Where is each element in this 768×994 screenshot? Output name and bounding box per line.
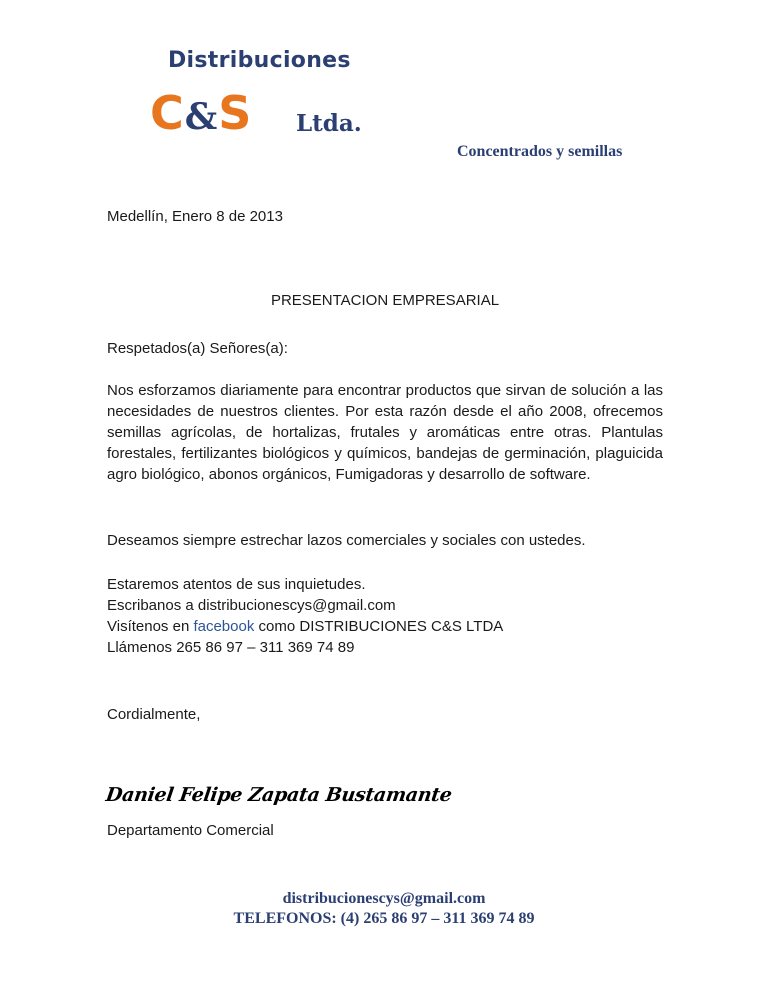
facebook-suffix: como DISTRIBUCIONES C&S LTDA <box>254 618 504 635</box>
company-name-top: Distribuciones <box>168 48 351 73</box>
letter-title: PRESENTACION EMPRESARIAL <box>270 292 500 309</box>
letter-paragraph-intro: Nos esforzamos diariamente para encontrar productos que sirvan de solución a las necesidades de nuestros clientes. Por esta razón desde el año 2008, ofrecemos semillas agrícolas, de hortalizas, frutales y aromáticas entre otras. Plantulas forestales, fertilizantes biológicos y químicos, bandejas de germinación, plaguicida agro biológico, abonos orgánicos, Fumigadoras y desarrollo de software. <box>107 382 663 483</box>
company-tagline: Concentrados y semillas <box>457 143 623 160</box>
contact-line-facebook <box>107 616 663 637</box>
contact-block <box>107 574 663 658</box>
signature: Daniel Felipe Zapata Bustamante <box>104 784 454 806</box>
contact-line-phone: Llámenos 265 86 97 – 311 369 74 89 <box>107 639 355 656</box>
letter-paragraph-relations: Deseamos siempre estrechar lazos comerciales y sociales con ustedes. <box>107 532 586 549</box>
contact-line-email: Escribanos a distribucionescys@gmail.com <box>107 597 396 614</box>
logo-letter-s: S <box>218 86 252 140</box>
logo-suffix: Ltda. <box>296 110 362 137</box>
letter-date: Medellín, Enero 8 de 2013 <box>107 208 283 225</box>
contact-line-attention: Estaremos atentos de sus inquietudes. <box>107 576 366 593</box>
letter-closing: Cordialmente, <box>107 706 201 723</box>
logo-letter-c: C <box>150 86 184 140</box>
signer-department: Departamento Comercial <box>107 822 274 839</box>
facebook-link[interactable]: facebook <box>193 618 255 635</box>
footer-email: distribucionescys@gmail.com <box>282 890 486 907</box>
footer-phones: TELEFONOS: (4) 265 86 97 – 311 369 74 89 <box>233 910 535 927</box>
facebook-prefix: Visítenos en <box>107 618 194 635</box>
logo-ampersand: & <box>184 96 218 138</box>
letter-salutation: Respetados(a) Señores(a): <box>107 340 288 357</box>
company-logo <box>150 88 251 138</box>
